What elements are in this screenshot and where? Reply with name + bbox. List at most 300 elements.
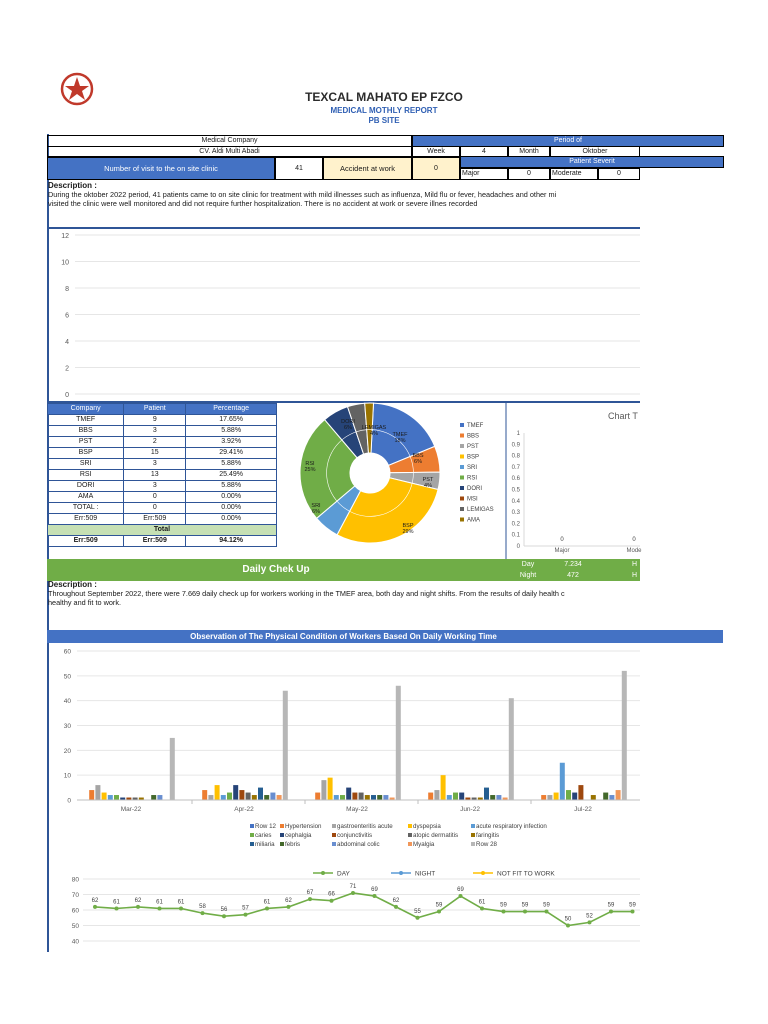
night-label: Night (519, 572, 537, 579)
line-y-tick: 80 (71, 876, 79, 884)
table-cell: 2 (124, 437, 186, 448)
line-legend-label: DAY (337, 870, 350, 878)
day-point-label: 55 (414, 908, 421, 915)
bar (246, 793, 251, 800)
day-point-label: 71 (349, 883, 357, 890)
accident-value: 0 (412, 157, 460, 180)
bar-legend-label: Myalgia (413, 841, 435, 848)
bar-legend-label: Row 28 (476, 841, 497, 848)
bar-legend-swatch (408, 842, 412, 846)
chart-t-value: 0 (632, 537, 636, 543)
night-extra: H (632, 572, 638, 579)
bar-legend-label: Row 12 (255, 823, 276, 830)
table-cell: PST (48, 437, 124, 448)
day-point-label: 59 (629, 902, 636, 909)
table-cell: 0.00% (186, 492, 277, 503)
bar-y-tick: 40 (63, 698, 71, 706)
medical-company-label: Medical Company (47, 135, 412, 147)
description-line-2: visited the clinic were well monitored and did not require further hospitalization. There is no accident at work or severe illnes recorded (48, 199, 478, 208)
bar (227, 793, 232, 800)
table-row (48, 470, 277, 481)
day-point (201, 911, 205, 915)
day-point-label: 59 (607, 902, 615, 909)
empty-chart (55, 230, 640, 402)
bar (157, 795, 162, 800)
table-row (48, 514, 277, 525)
report-title: MEDICAL MOTHLY REPORT (330, 106, 438, 115)
day-point-label: 56 (220, 907, 228, 914)
day-point-label: 67 (306, 890, 314, 897)
bar-legend-label: atopic dermatitis (413, 832, 459, 839)
legend-label: RSI (467, 475, 478, 482)
bar (371, 795, 376, 800)
bar (208, 795, 213, 800)
table-header-cell: Patient (124, 404, 186, 415)
bar (622, 671, 627, 800)
bar-legend-swatch (250, 833, 254, 837)
bar (328, 778, 333, 800)
day-point (287, 905, 291, 909)
bar-legend-swatch (332, 833, 336, 837)
table-cell: 3 (124, 426, 186, 437)
bar-legend-swatch (332, 824, 336, 828)
pie-data-label: SRI 6% (311, 503, 321, 515)
bar (202, 790, 207, 800)
day-point (373, 894, 377, 898)
legend-swatch (460, 486, 464, 490)
bar (603, 793, 608, 800)
chart-t-category: Major (554, 548, 570, 554)
bar (270, 793, 275, 800)
day-point-label: 58 (199, 904, 206, 911)
table-cell: 3.92% (186, 437, 277, 448)
day-point (115, 906, 119, 910)
bar (383, 795, 388, 800)
table-cell: 0 (124, 503, 186, 514)
y-tick-label: 6 (65, 312, 69, 320)
bar (233, 785, 238, 800)
table-cell: 29.41% (186, 448, 277, 459)
chart-t-y-tick: 0.1 (511, 532, 520, 539)
bar (315, 793, 320, 800)
bar (239, 790, 244, 800)
day-point-label: 61 (478, 899, 486, 906)
daily-line-chart (55, 866, 640, 956)
bar-y-tick: 10 (63, 772, 71, 780)
major-value: 0 (508, 168, 550, 180)
pie-data-label: RSI 25% (304, 461, 316, 473)
bar (496, 795, 501, 800)
legend-label: AMA (467, 517, 481, 524)
bar (264, 795, 269, 800)
bar (359, 793, 364, 800)
bar (541, 795, 546, 800)
day-point-label: 61 (263, 899, 271, 906)
day-point (437, 910, 441, 914)
night-value: 472 (567, 572, 579, 579)
company-table (47, 403, 277, 547)
table-cell: Err:509 (48, 514, 124, 525)
bar (441, 775, 446, 800)
table-row (48, 437, 277, 448)
day-point (566, 924, 570, 928)
description-2-heading: Description : (48, 580, 97, 589)
legend-label: SRI (467, 465, 478, 471)
bar (151, 795, 156, 800)
line-y-tick: 50 (71, 923, 79, 930)
bar (352, 793, 357, 800)
day-point-label: 50 (564, 916, 572, 923)
bar-category-label: Jul-22 (574, 806, 592, 813)
table-cell: 0.00% (186, 514, 277, 525)
bar-y-tick: 60 (63, 648, 71, 656)
table-row (48, 503, 277, 514)
day-point-label: 69 (371, 887, 378, 894)
line-legend-marker (481, 871, 485, 875)
day-point (158, 906, 162, 910)
table-row (48, 426, 277, 437)
bar (277, 795, 282, 800)
bar (428, 793, 433, 800)
pie-data-label: BSP 29% (402, 523, 414, 535)
line-legend-marker (399, 871, 403, 875)
bar-legend-label: acute respiratory infection (476, 823, 547, 830)
day-point-label: 52 (586, 913, 593, 920)
bar-legend-label: caries (255, 832, 272, 839)
bar (258, 788, 263, 800)
table-cell: 3 (124, 481, 186, 492)
table-header-cell: Company (48, 404, 124, 415)
month-value: Oktober (550, 146, 640, 157)
day-point (265, 906, 269, 910)
observation-title: Observation of The Physical Condition of Workers Based On Daily Working Time (190, 632, 497, 641)
legend-label: MSI (467, 496, 478, 503)
day-point-label: 66 (328, 891, 335, 898)
bar (566, 790, 571, 800)
day-point (609, 910, 613, 914)
day-point-label: 59 (543, 902, 550, 909)
bar-y-tick: 20 (63, 747, 71, 755)
bar-legend-label: cephalgia (285, 832, 312, 839)
table-cell: 3 (124, 459, 186, 470)
day-point-label: 59 (500, 902, 507, 909)
site-name: PB SITE (368, 116, 400, 125)
patient-severity-label: Patient Severit (460, 156, 724, 168)
bar (547, 795, 552, 800)
day-label: Day (521, 561, 535, 568)
y-tick-label: 2 (65, 365, 69, 373)
day-extra: H (632, 561, 638, 568)
bar (89, 790, 94, 800)
bar-legend-swatch (471, 833, 475, 837)
chart-t (506, 403, 640, 559)
day-point (244, 913, 248, 917)
day-point (523, 910, 527, 914)
company-name: TEXCAL MAHATO EP FZCO (305, 90, 463, 104)
table-cell: 5.88% (186, 481, 277, 492)
observation-banner (47, 630, 723, 643)
day-point (416, 916, 420, 920)
bar (459, 793, 464, 800)
chart-t-y-tick: 0 (516, 544, 520, 550)
bar-legend-swatch (280, 824, 284, 828)
bar (321, 780, 326, 800)
bar-legend-swatch (280, 833, 284, 837)
chart-t-y-tick: 0.6 (511, 476, 520, 483)
day-point-label: 62 (134, 897, 142, 904)
legend-swatch (460, 455, 464, 459)
bar-category-label: Jun-22 (460, 806, 480, 813)
bar (616, 790, 621, 800)
day-point (351, 891, 355, 895)
table-cell: 0.00% (186, 503, 277, 514)
bar-legend-swatch (408, 824, 412, 828)
table-cell: 0 (124, 492, 186, 503)
day-point (93, 905, 97, 909)
bar (609, 795, 614, 800)
bar (283, 691, 288, 800)
day-series-line (95, 893, 633, 926)
chart-t-y-tick: 1 (516, 431, 520, 437)
chart-t-title: Chart T (608, 411, 638, 421)
day-point (179, 906, 183, 910)
bar-legend-swatch (280, 842, 284, 846)
bar (215, 785, 220, 800)
day-point (631, 910, 635, 914)
bar (578, 785, 583, 800)
bar-legend-label: febris (285, 841, 301, 848)
total-cell: 94.12% (186, 536, 277, 547)
bar-legend-label: gastroenteritis acute (337, 823, 393, 830)
chart-t-y-tick: 0.8 (511, 453, 520, 460)
day-point-label: 61 (156, 899, 163, 906)
daily-checkup-banner: Daily Chek Up (47, 559, 505, 581)
table-cell: SRI (48, 459, 124, 470)
table-cell: BBS (48, 426, 124, 437)
legend-swatch (460, 465, 464, 469)
bar (221, 795, 226, 800)
month-label: Month (508, 146, 550, 157)
bar (377, 795, 382, 800)
bar (396, 686, 401, 800)
table-cell: 5.88% (186, 459, 277, 470)
bar-legend-label: faringitis (476, 832, 500, 839)
chart-t-y-tick: 0.2 (511, 521, 520, 528)
day-point-label: 62 (392, 897, 400, 904)
table-cell: 9 (124, 415, 186, 426)
bar-y-tick: 50 (63, 673, 71, 681)
week-label: Week (412, 146, 460, 157)
bar (434, 790, 439, 800)
legend-label: LEMIGAS (467, 507, 494, 513)
y-tick-label: 10 (61, 259, 69, 267)
chart-t-category: Mode (626, 548, 642, 554)
day-point (459, 894, 463, 898)
bar (365, 795, 370, 800)
day-point-label: 59 (521, 902, 529, 909)
bar (108, 795, 113, 800)
company-pie-chart (278, 403, 506, 555)
line-y-tick: 60 (71, 907, 79, 915)
bar-legend-swatch (471, 842, 475, 846)
bar (95, 785, 100, 800)
visits-value: 41 (275, 157, 323, 180)
table-cell: DORI (48, 481, 124, 492)
total-cell: Err:509 (48, 536, 124, 547)
medical-company-value: CV. Aldi Multi Abadi (47, 146, 412, 157)
table-cell: Err:509 (124, 514, 186, 525)
table-row (48, 492, 277, 503)
y-tick-label: 4 (65, 339, 69, 346)
visits-label: Number of visit to the on site clinic (47, 157, 275, 180)
total-label-row (48, 525, 277, 536)
legend-label: DORI (467, 486, 482, 492)
bar (340, 795, 345, 800)
y-tick-label: 8 (65, 286, 69, 293)
total-cell: Err:509 (124, 536, 186, 547)
legend-swatch (460, 518, 464, 522)
legend-label: PST (467, 444, 479, 450)
y-tick-label: 0 (65, 392, 69, 399)
description-heading: Description : (48, 181, 97, 190)
bar (252, 795, 257, 800)
table-cell: 17.65% (186, 415, 277, 426)
legend-swatch (460, 434, 464, 438)
day-point (502, 910, 506, 914)
bar (170, 738, 175, 800)
table-cell: 13 (124, 470, 186, 481)
bar (447, 795, 452, 800)
observation-bar-chart (55, 645, 640, 855)
line-y-tick: 70 (71, 892, 79, 899)
table-cell: TMEF (48, 415, 124, 426)
pie-data-label: DORI 6% (341, 419, 355, 431)
legend-label: TMEF (467, 423, 484, 429)
legend-label: BSP (467, 454, 480, 461)
bar-y-tick: 30 (63, 723, 71, 730)
y-tick-label: 12 (61, 233, 69, 240)
legend-swatch (460, 423, 464, 427)
table-cell: BSP (48, 448, 124, 459)
bar-legend-label: Hypertension (285, 823, 322, 830)
chart-t-y-tick: 0.4 (511, 498, 520, 505)
day-point-label: 59 (435, 902, 443, 909)
table-cell: 15 (124, 448, 186, 459)
accident-label: Accident at work (323, 157, 412, 180)
bar (346, 788, 351, 800)
table-cell: AMA (48, 492, 124, 503)
day-point (480, 906, 484, 910)
bar-legend-swatch (471, 824, 475, 828)
bar (453, 793, 458, 800)
pie-data-label: PST 4% (422, 477, 434, 489)
bar (554, 793, 559, 800)
bar (484, 788, 489, 800)
description-2-line-1: Throughout September 2022, there were 7.669 daily check up for workers working in the TMEF area, both day and night shifts. From the results of daily health c (48, 589, 565, 598)
day-point-label: 62 (285, 897, 292, 904)
day-point (308, 897, 312, 901)
day-point-label: 69 (457, 887, 464, 894)
bar-category-label: May-22 (346, 806, 368, 813)
pie-data-label: BBS 6% (412, 453, 424, 465)
pie-data-label: TMEF 18% (392, 432, 408, 444)
legend-label: BBS (467, 433, 480, 440)
line-y-tick: 40 (71, 938, 79, 946)
bar (572, 793, 577, 800)
total-label: Total (48, 525, 277, 536)
day-point (222, 914, 226, 918)
description-2-line-2: healthy and fit to work. (48, 598, 122, 607)
bar-category-label: Mar-22 (120, 806, 142, 813)
chart-t-value: 0 (560, 537, 564, 543)
day-point-label: 61 (113, 899, 120, 906)
legend-swatch (460, 444, 464, 448)
table-cell: 5.88% (186, 426, 277, 437)
bar-legend-swatch (250, 842, 254, 846)
day-point-label: 61 (177, 899, 185, 906)
chart-t-y-tick: 0.9 (511, 442, 520, 449)
major-label: Major (460, 168, 508, 180)
description-line-1: During the oktober 2022 period, 41 patients came to on site clinic for treatment with mild illnesses such as influenza, Mild flu or fever, headaches and other mi (48, 190, 557, 199)
day-point (394, 905, 398, 909)
chart-t-y-tick: 0.5 (511, 487, 520, 494)
total-row (48, 536, 277, 547)
moderate-label: Moderate (550, 168, 598, 180)
bar-y-tick: 0 (67, 797, 71, 805)
legend-swatch (460, 507, 464, 511)
bar (114, 795, 119, 800)
table-row (48, 415, 277, 426)
bar (591, 795, 596, 800)
day-point-label: 62 (91, 897, 99, 904)
day-point (588, 920, 592, 924)
pie-data-label: LEMIGAS 4% (361, 425, 387, 437)
day-point (545, 910, 549, 914)
moderate-value: 0 (598, 168, 640, 180)
chart-t-y-tick: 0.3 (511, 510, 520, 517)
bar-legend-label: conjunctivitis (337, 832, 373, 839)
day-point (136, 905, 140, 909)
bar (334, 795, 339, 800)
table-cell: RSI (48, 470, 124, 481)
table-cell: 25.49% (186, 470, 277, 481)
bar (560, 763, 565, 800)
bar-legend-swatch (250, 824, 254, 828)
table-cell: TOTAL : (48, 503, 124, 514)
table-row (48, 448, 277, 459)
table-row (48, 459, 277, 470)
bar-legend-swatch (408, 833, 412, 837)
bar-legend-label: dyspepsia (413, 823, 441, 830)
week-value: 4 (460, 146, 508, 157)
bar (102, 793, 107, 800)
period-label: Period of (412, 135, 724, 147)
bar (490, 795, 495, 800)
chart-t-y-tick: 0.7 (511, 464, 520, 471)
table-header-cell: Percentage (186, 404, 277, 415)
day-point (330, 899, 334, 903)
table-row (48, 481, 277, 492)
line-legend-label: NIGHT (415, 870, 436, 878)
line-legend-label: NOT FIT TO WORK (497, 870, 555, 878)
bar-legend-swatch (332, 842, 336, 846)
day-value: 7.234 (564, 561, 582, 568)
day-point-label: 57 (242, 905, 249, 912)
legend-swatch (460, 497, 464, 501)
bar-legend-label: abdominal colic (337, 841, 380, 848)
legend-swatch (460, 476, 464, 480)
bar-legend-label: miliaria (255, 841, 275, 848)
